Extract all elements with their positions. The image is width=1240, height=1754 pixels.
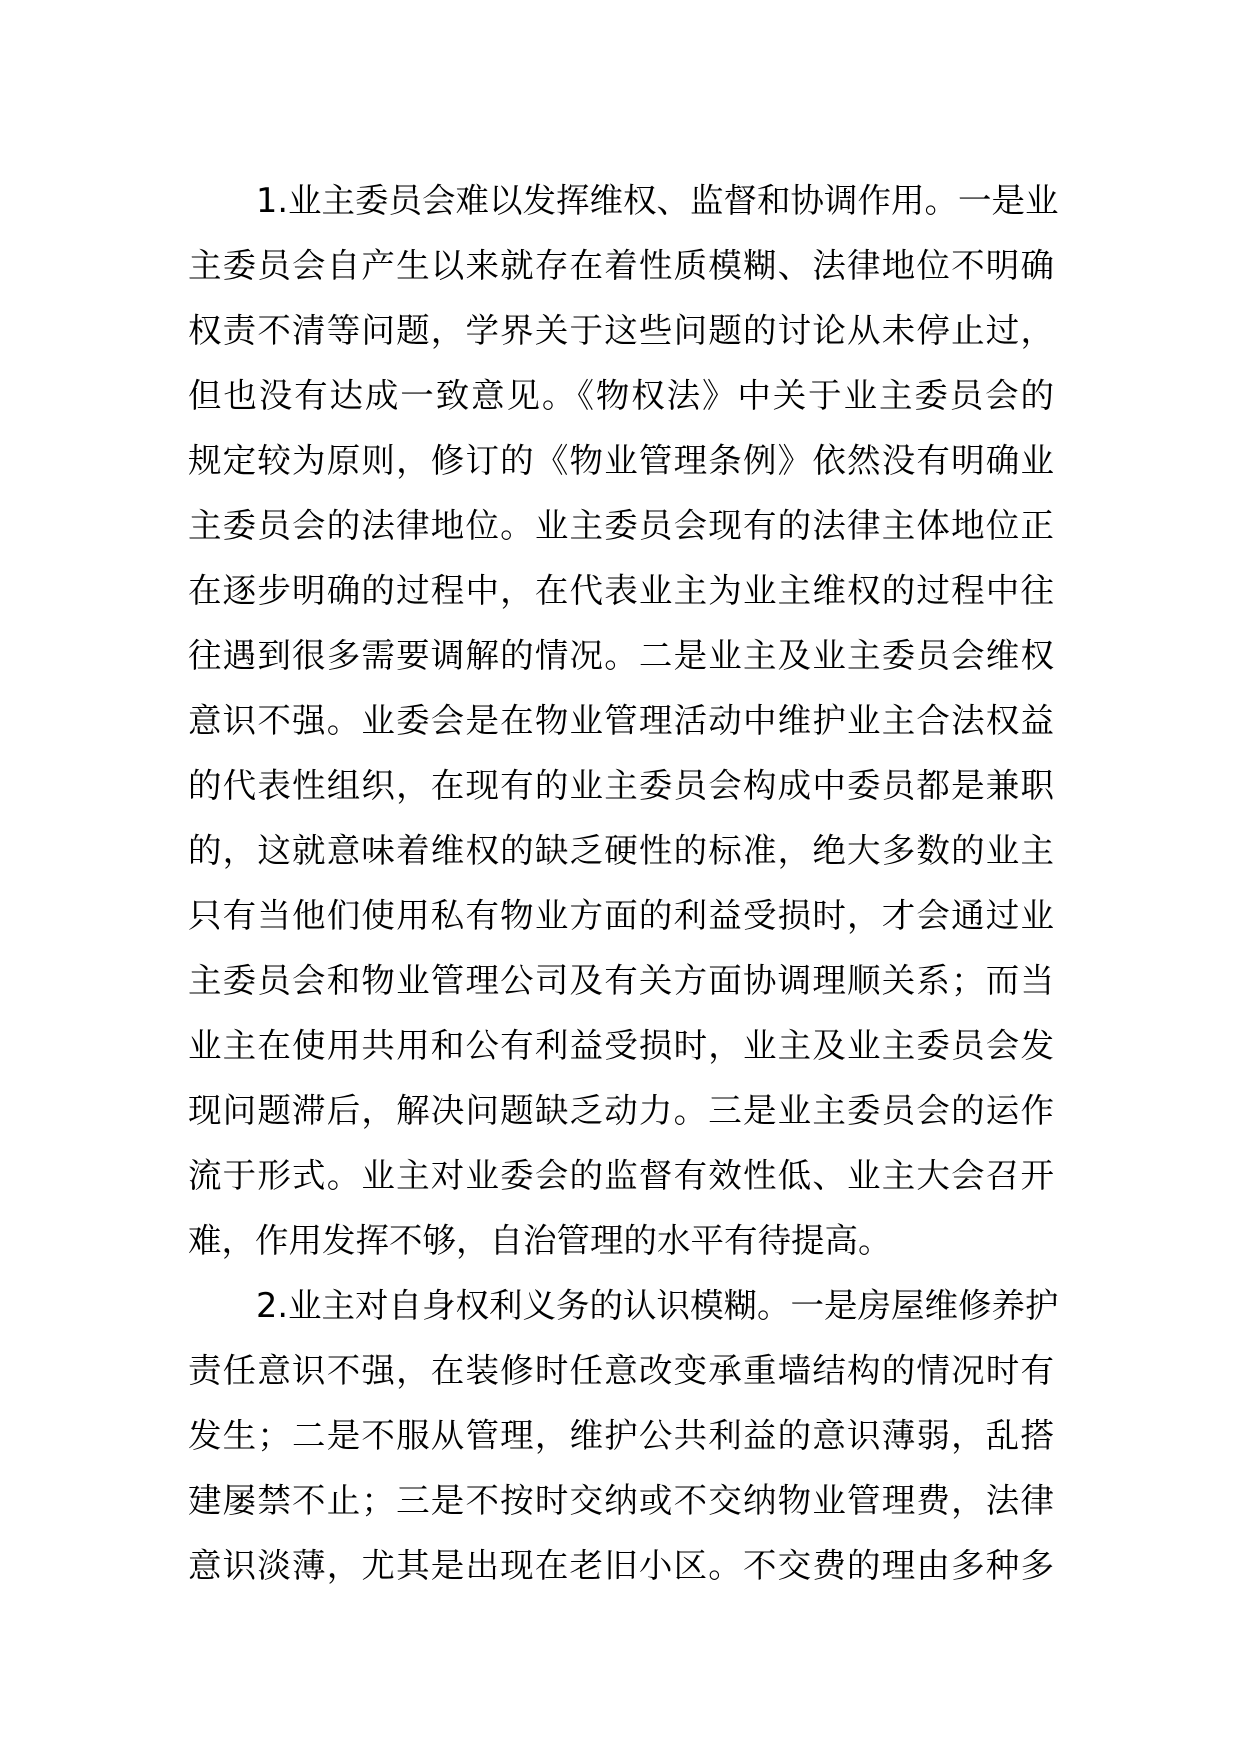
text-line: 的代表性组织，在现有的业主委员会构成中委员都是兼职 (188, 766, 1054, 805)
text-line: 现问题滞后，解决问题缺乏动力。三是业主委员会的运作 (188, 1091, 1054, 1130)
paragraph-2 (188, 1273, 1059, 1598)
text-line: 流于形式。业主对业委会的监督有效性低、业主大会召开 (188, 1156, 1054, 1195)
text-line: 在逐步明确的过程中，在代表业主为业主维权的过程中往 (188, 571, 1054, 610)
text-line: 意识不强。业委会是在物业管理活动中维护业主合法权益 (188, 701, 1054, 740)
text-line: 发生；二是不服从管理，维护公共利益的意识薄弱，乱搭 (188, 1416, 1054, 1455)
text-line: 难，作用发挥不够，自治管理的水平有待提高。 (188, 1221, 892, 1260)
text-line: 权责不清等问题，学界关于这些问题的讨论从未停止过， (188, 311, 1054, 350)
text-line: 主委员会的法律地位。业主委员会现有的法律主体地位正 (188, 506, 1054, 545)
paragraph-1 (188, 168, 1059, 1273)
text-line: 的，这就意味着维权的缺乏硬性的标准，绝大多数的业主 (188, 831, 1054, 870)
text-line: 主委员会和物业管理公司及有关方面协调理顺关系；而当 (188, 961, 1054, 1000)
text-line: 建屡禁不止；三是不按时交纳或不交纳物业管理费，法律 (188, 1481, 1054, 1520)
text-line: 只有当他们使用私有物业方面的利益受损时，才会通过业 (188, 896, 1054, 935)
text-line: 1.业主委员会难以发挥维权、监督和协调作用。一是业 (256, 181, 1059, 220)
text-line: 意识淡薄，尤其是出现在老旧小区。不交费的理由多种多 (188, 1546, 1054, 1585)
text-line: 规定较为原则，修订的《物业管理条例》依然没有明确业 (188, 441, 1054, 480)
document-body (188, 168, 1059, 1598)
text-line: 主委员会自产生以来就存在着性质模糊、法律地位不明确 (188, 246, 1054, 285)
text-line: 往遇到很多需要调解的情况。二是业主及业主委员会维权 (188, 636, 1054, 675)
text-line: 业主在使用共用和公有利益受损时，业主及业主委员会发 (188, 1026, 1054, 1065)
text-line: 责任意识不强，在装修时任意改变承重墙结构的情况时有 (188, 1351, 1054, 1390)
text-line: 但也没有达成一致意见。《物权法》中关于业主委员会的 (188, 376, 1054, 415)
text-line: 2.业主对自身权利义务的认识模糊。一是房屋维修养护 (256, 1286, 1059, 1325)
